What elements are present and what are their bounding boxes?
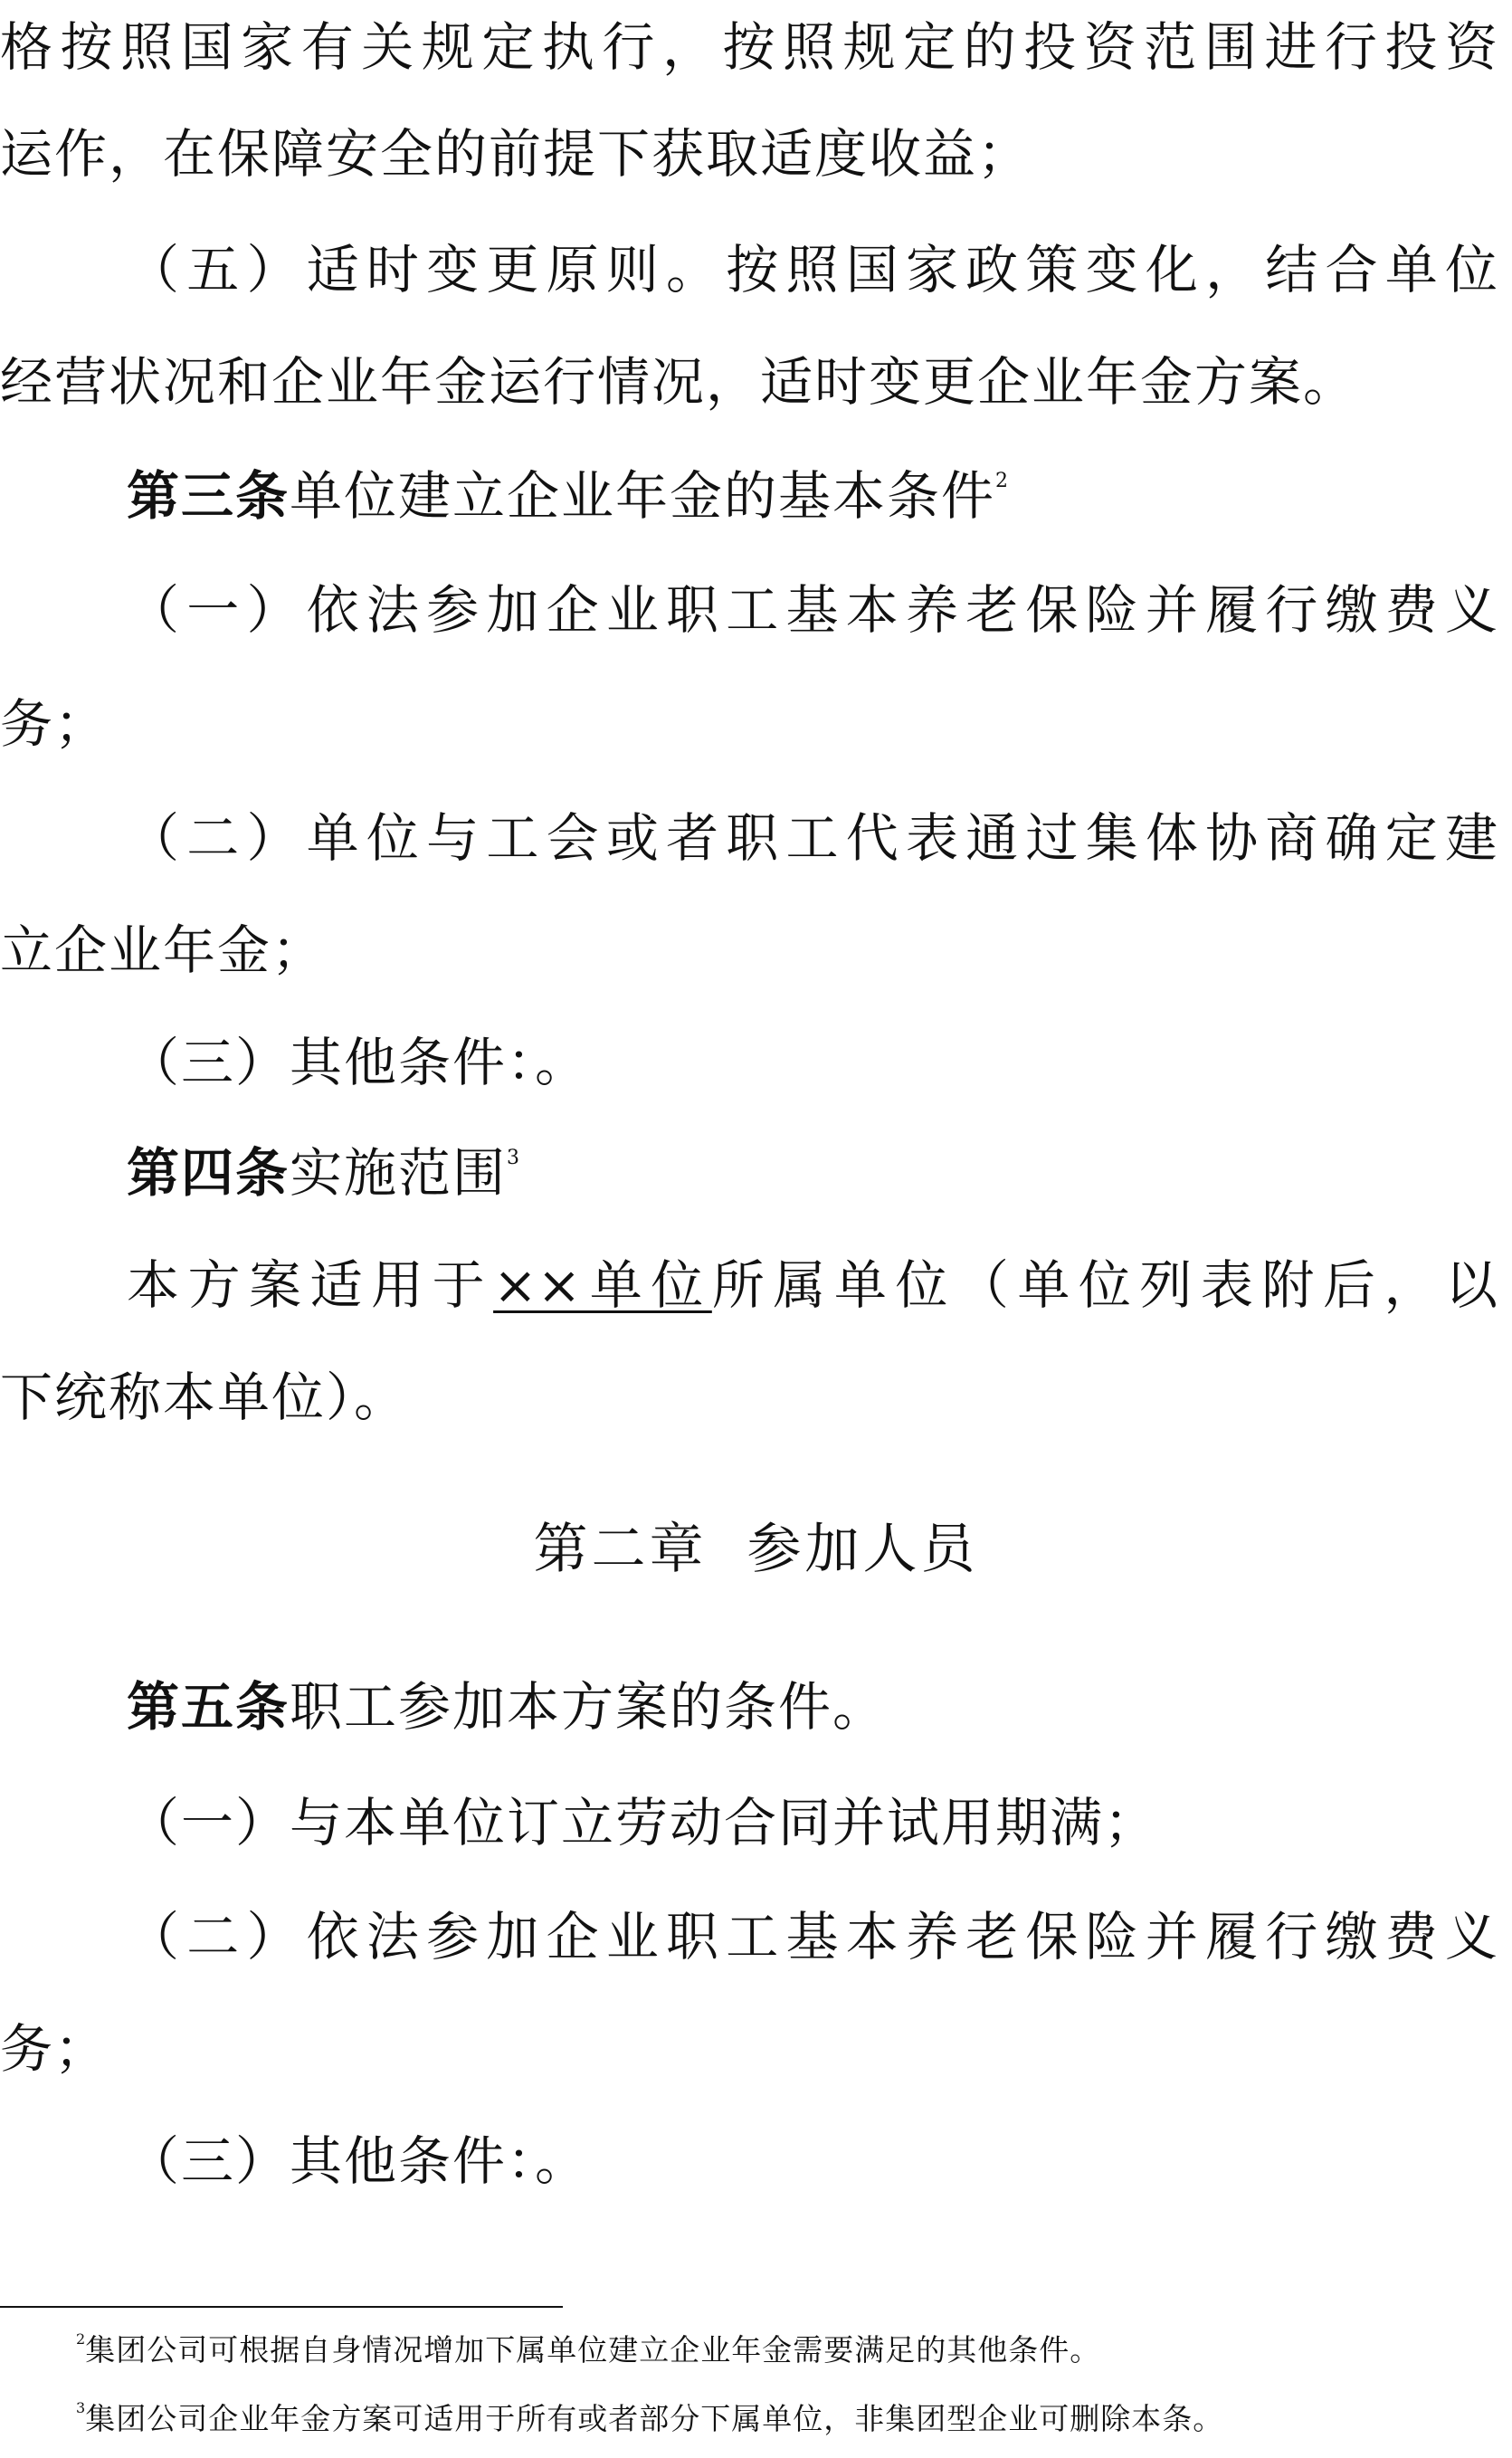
chapter-2-heading	[0, 1513, 1512, 1586]
chapter-title: 参加人员	[746, 1518, 979, 1581]
article-4-label: 第四条	[127, 1142, 290, 1204]
paragraph-line: 经营状况和企业年金运行情况，适时变更企业年金方案。	[0, 351, 1358, 413]
article-3-title: 单位建立企业年金的基本条件	[290, 465, 996, 527]
chapter-number: 第二章	[533, 1518, 708, 1581]
article-3-heading	[127, 460, 1512, 532]
footnote-mark: 2	[76, 2330, 86, 2348]
article-3-item-3: （三）其他条件：。	[127, 1032, 590, 1093]
footnote-divider	[0, 2306, 563, 2308]
article-5-heading	[127, 1671, 1512, 1743]
footnote-text: 集团公司企业年金方案可适用于所有或者部分下属单位，非集团型企业可删除本条。	[85, 2401, 1224, 2436]
article-3-item-1: （一）依法参加企业职工基本养老保险并履行缴费义	[127, 579, 1498, 641]
principle-five-line: （五）适时变更原则。按照国家政策变化，结合单位	[127, 239, 1498, 300]
text-span: 本方案适用于	[127, 1254, 494, 1316]
article-5-item-3: （三）其他条件：。	[127, 2130, 590, 2192]
footnote-mark: 3	[76, 2399, 86, 2416]
paragraph-line: 立企业年金；	[0, 919, 327, 981]
paragraph-line: 格按照国家有关规定执行，按照规定的投资范围进行投资	[0, 16, 1498, 78]
article-5-item-2: （二）依法参加企业职工基本养老保险并履行缴费义	[127, 1906, 1498, 1967]
paragraph-line: 运作，在保障安全的前提下获取适度收益；	[0, 123, 1032, 185]
article-4-title: 实施范围	[290, 1142, 508, 1204]
footnote-ref-2[interactable]: 2	[995, 470, 1009, 492]
article-3-label: 第三条	[127, 465, 290, 527]
paragraph-line: 下统称本单位）。	[0, 1367, 409, 1428]
article-5-item-1: （一）与本单位订立劳动合同并试用期满；	[127, 1792, 1159, 1853]
article-5-title: 职工参加本方案的条件。	[290, 1676, 888, 1738]
footnote-ref-3[interactable]: 3	[507, 1147, 520, 1169]
footnote-text: 集团公司可根据自身情况增加下属单位建立企业年金需要满足的其他条件。	[85, 2332, 1101, 2367]
footnote-2	[76, 2328, 1100, 2373]
text-span: 所属单位（单位列表附后，以	[711, 1254, 1498, 1316]
article-3-item-2: （二）单位与工会或者职工代表通过集体协商确定建	[127, 807, 1498, 869]
footnote-3	[76, 2396, 1223, 2442]
paragraph-line: 务；	[0, 2018, 109, 2080]
article-5-label: 第五条	[127, 1676, 290, 1738]
unit-name-blank: ××单位	[493, 1254, 712, 1316]
article-4-heading	[127, 1137, 1512, 1209]
paragraph-line: 务；	[0, 693, 109, 755]
article-4-paragraph	[127, 1249, 1498, 1321]
